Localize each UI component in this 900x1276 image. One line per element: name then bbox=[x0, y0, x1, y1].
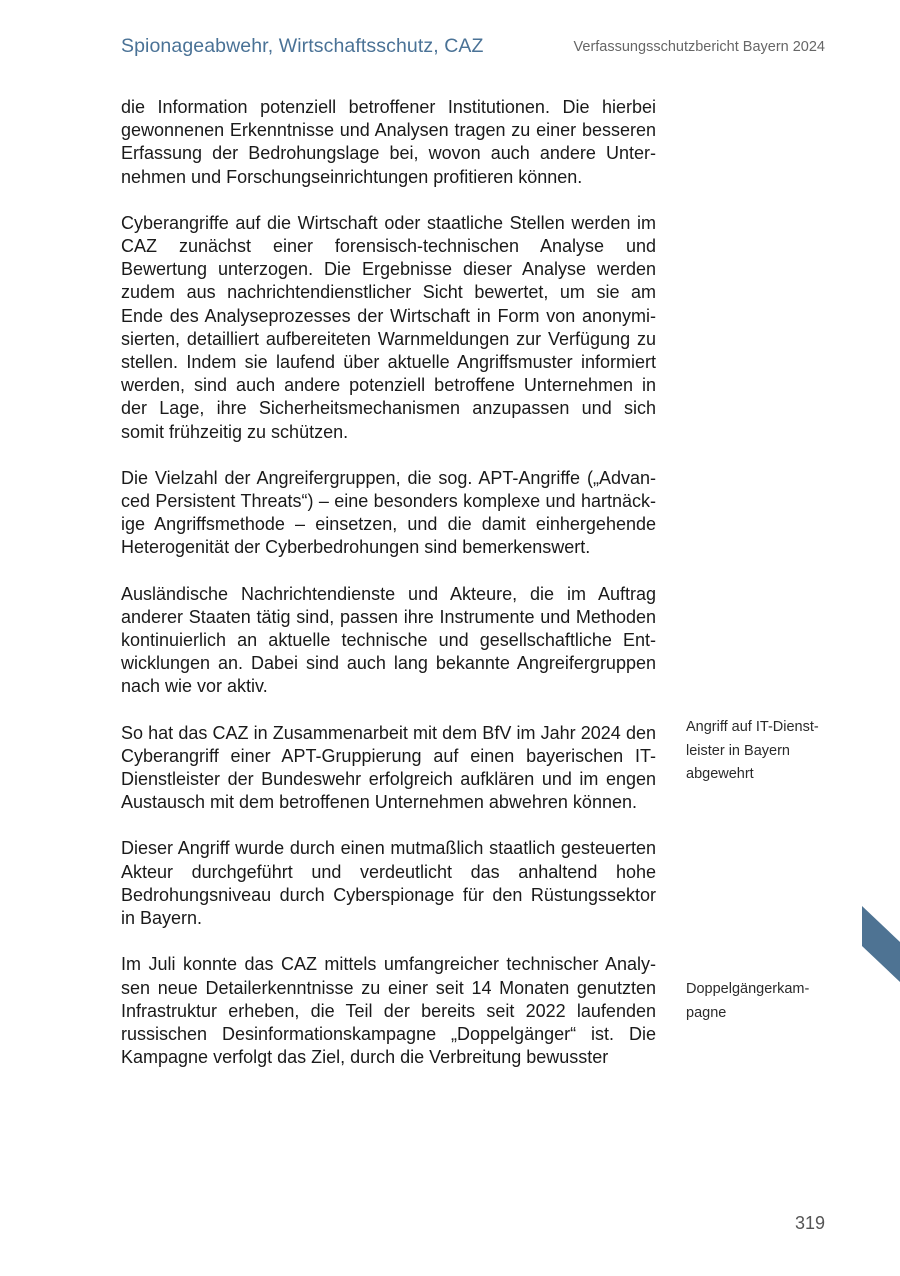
paragraph: Ausländische Nachrichtendienste und Akteure, die im Auftrag anderer Staaten tätig sind, passen ihre Instrumente und Methoden kontinuierlich an aktuelle technische und gesellschaftliche Entwicklungen an. Dabei sind auch lang bekannte Angreifergruppen nach wie vor aktiv. bbox=[121, 583, 656, 697]
margin-note-it-attack: Angriff auf IT-Dienstleister in Bayern abgewehrt bbox=[686, 719, 819, 782]
paragraph: Im Juli konnte das CAZ mittels umfangreicher technischer Analysen neue Detailerkenntnisse zu einer seit 14 Monaten genutzten Infrastruktur erheben, die Teil der bereits seit 2022 laufenden russischen Desinformationskampagne „Doppelgänger“ ist. Die Kampagne verfolgt das Ziel, durch die Verbreitung bewusster bbox=[121, 954, 656, 1068]
paragraph: Die Vielzahl der Angreifergruppen, die sog. APT-Angriffe („Advanced Persistent Threats“) – eine besonders komplexe und hartnäckige Angriffsmethode – einsetzen, und die damit einhergehende Heterogenität der Cyberbedrohungen sind bemerkenswert. bbox=[121, 467, 656, 558]
page-number: 319 bbox=[794, 1213, 825, 1233]
margin-note-doppelganger: Doppelgängerkampagne bbox=[686, 981, 810, 1021]
paragraph: die Information potenziell betroffener Institutionen. Die hierbei gewonnenen Erkenntnisse und Analysen tragen zu einer besseren Erfassung der Bedrohungslage bei, wovon auch andere Unternehmen und Forschungseinrichtungen profitieren können. bbox=[121, 97, 656, 187]
paragraph: So hat das CAZ in Zusammenarbeit mit dem BfV im Jahr 2024 den Cyberangriff einer APT-Gruppierung auf einen bayerischen IT-Dienstleister der Bundeswehr erfolgreich aufklären und im engen Austausch mit dem betroffenen Unternehmen abwehren können. bbox=[121, 722, 656, 813]
paragraph: Cyberangriffe auf die Wirtschaft oder staatliche Stellen werden im CAZ zunächst einer forensisch-technischen Analyse und Bewertung unterzogen. Die Ergebnisse dieser Analyse werden zudem aus nachrichtendienstlicher Sicht bewertet, um sie am Ende des Analyseprozesses der Wirtschaft in Form von anonymisierten, detailliert aufbereiteten Warnmeldungen zur Verfügung zu stellen. Indem sie laufend über aktuelle Angriffsmuster informiert werden, sind auch andere potenziell betroffene Unternehmen in der Lage, ihre Sicherheitsmechanismen anzupassen und sich somit frühzeitig zu schützen. bbox=[121, 212, 656, 442]
chapter-tab-marker bbox=[862, 906, 900, 982]
paragraph: Dieser Angriff wurde durch einen mutmaßlich staatlich gesteuerten Akteur durchgeführt und verdeutlicht das anhaltend hohe Bedrohungsniveau durch Cyberspionage für den Rüstungssektor in Bayern. bbox=[121, 838, 656, 929]
section-title: Spionageabwehr, Wirtschaftsschutz, CAZ bbox=[121, 35, 484, 57]
body-text bbox=[121, 96, 656, 1092]
report-title: Verfassungsschutzbericht Bayern 2024 bbox=[573, 39, 825, 55]
